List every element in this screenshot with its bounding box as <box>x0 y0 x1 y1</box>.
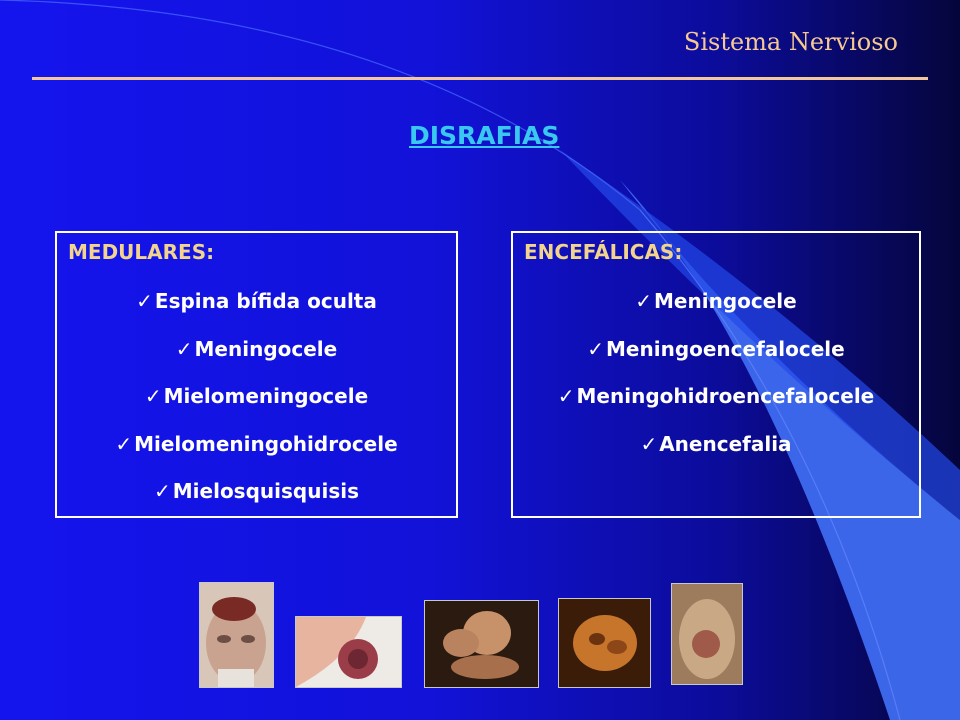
list-item-label: Mielomeningocele <box>163 384 369 408</box>
list-item-label: Meningohidroencefalocele <box>576 384 875 408</box>
list-item <box>513 381 919 429</box>
medulares-list <box>57 286 456 524</box>
checkmark-icon: ✓ <box>557 384 575 408</box>
slide-title[interactable]: DISRAFIAS <box>409 121 560 150</box>
list-item-label: Meningoencefalocele <box>606 336 845 361</box>
list-item <box>57 286 456 334</box>
list-item <box>57 334 456 382</box>
list-item <box>57 476 456 524</box>
encefalicas-heading: ENCEFÁLICAS: <box>524 240 683 264</box>
list-item <box>513 429 919 477</box>
fetus-scan-photo-2 <box>558 598 651 688</box>
list-item <box>57 381 456 429</box>
checkmark-icon: ✓ <box>144 384 162 408</box>
medulares-heading: MEDULARES: <box>68 240 215 264</box>
encefalicas-list <box>513 286 919 476</box>
list-item <box>513 286 919 334</box>
spina-bifida-photo <box>295 616 402 688</box>
anencephaly-photo <box>199 582 274 688</box>
encefalicas-box <box>511 231 921 518</box>
list-item <box>513 334 919 382</box>
list-item-label: Espina bífida oculta <box>154 289 377 313</box>
checkmark-icon: ✓ <box>635 289 653 313</box>
checkmark-icon: ✓ <box>154 479 171 503</box>
list-item-label: Meningocele <box>194 336 338 361</box>
list-item-label: Meningocele <box>654 289 797 313</box>
checkmark-icon: ✓ <box>136 289 153 313</box>
list-item <box>57 429 456 477</box>
header-divider <box>32 77 928 80</box>
medulares-box <box>55 231 458 518</box>
list-item-label: Anencefalia <box>659 431 792 456</box>
encephalocele-photo <box>671 583 743 685</box>
fetus-scan-photo-1 <box>424 600 539 688</box>
checkmark-icon: ✓ <box>115 431 133 456</box>
list-item-label: Mielosquisquisis <box>172 479 359 503</box>
checkmark-icon: ✓ <box>587 336 605 361</box>
checkmark-icon: ✓ <box>175 336 193 361</box>
checkmark-icon: ✓ <box>640 431 658 456</box>
header-title: Sistema Nervioso <box>683 28 898 56</box>
list-item-label: Mielomeningohidrocele <box>134 431 398 456</box>
